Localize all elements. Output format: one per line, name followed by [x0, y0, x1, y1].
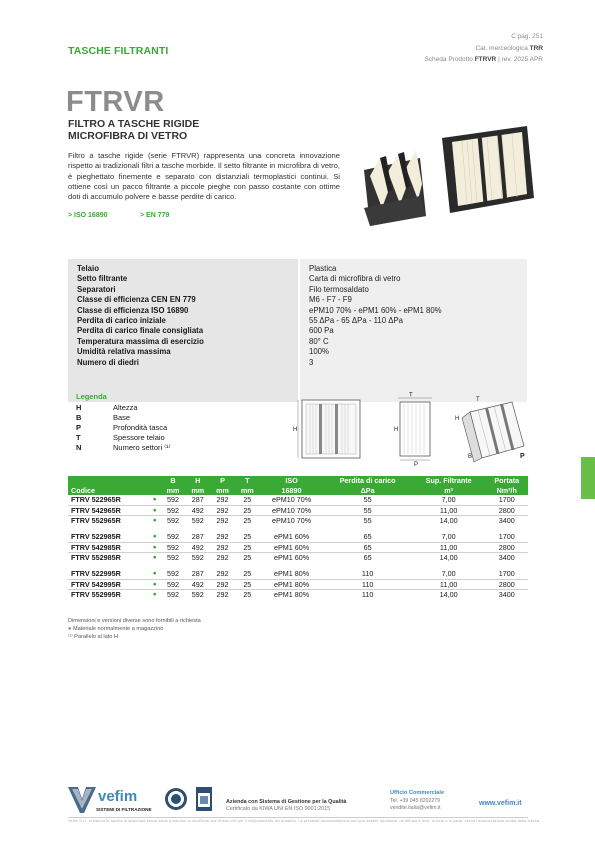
table-cell: 55: [323, 515, 411, 525]
stock-mark: ●: [149, 495, 161, 505]
table-cell: 2800: [486, 505, 529, 515]
diagram-label-h: H: [293, 427, 298, 433]
website-link[interactable]: www.vefim.it: [479, 800, 522, 807]
sheet-ref: Scheda Prodotto FTRVR | rev. 2025 APR: [424, 56, 543, 63]
spec-value: 80° C: [309, 336, 329, 346]
diagram-label-l: H: [394, 427, 399, 433]
spec-value: 100%: [309, 347, 329, 357]
table-header-cell: P: [210, 476, 235, 486]
sales-office-title: Ufficio Commerciale: [390, 790, 445, 796]
table-cell: 7,00: [412, 495, 486, 505]
diagram-label-p: P: [414, 462, 419, 468]
table-cell: 3400: [486, 552, 529, 562]
iso-16890-link[interactable]: > ISO 16890: [68, 212, 108, 219]
table-cell: 25: [235, 515, 260, 525]
note-custom-sizes: Dimensioni e versioni diverse sono fornibili a richiesta: [68, 618, 201, 624]
table-cell: 2800: [486, 579, 529, 589]
legend-key: B: [76, 413, 82, 422]
quality-certificate: Certificato da KIWA UNI EN ISO 9001:2015: [226, 806, 331, 812]
table-row: [68, 505, 528, 515]
table-header-cell: m²: [412, 486, 486, 496]
table-header-cell: Perdita di carico: [323, 476, 411, 486]
group-spacer: [68, 562, 528, 569]
table-cell: ePM1 60%: [260, 552, 324, 562]
table-cell: 592: [161, 569, 186, 579]
spec-label: Perdita di carico iniziale: [77, 316, 166, 325]
document-meta: [424, 31, 543, 66]
table-cell: 592: [161, 505, 186, 515]
stock-mark: ●: [149, 579, 161, 589]
spec-label: Setto filtrante: [77, 274, 128, 284]
table-cell: ePM1 80%: [260, 579, 324, 589]
table-row: [68, 552, 528, 562]
product-code-cell: FTRV 522965R: [68, 495, 149, 505]
section-tab: [581, 457, 595, 499]
spec-label: Perdita di carico finale consigliata: [77, 326, 204, 336]
legend-key: N: [76, 443, 82, 452]
page-ref: C pag. 251: [511, 33, 543, 40]
product-subtitle-1: FILTRO A TASCHE RIGIDE: [68, 118, 200, 130]
spec-row: [68, 347, 527, 357]
table-cell: 592: [161, 495, 186, 505]
legal-notice: Vefim S.r.l. si riserva la facoltà di apportare senza alcun preavviso le modifiche che ritiene utili per il miglioramento del prodotto. La presente documentazione non può essere riprodotta, né diffusa a terzi, in tutto o in parte, senza l'autorizzazione scritta della stessa.: [68, 819, 541, 823]
product-code-cell: FTRV 522995R: [68, 569, 149, 579]
spec-label: Classe di efficienza ISO 16890: [77, 305, 189, 315]
table-cell: 287: [185, 495, 210, 505]
table-header-row-2: [68, 486, 528, 496]
table-header-cell: mm: [161, 486, 186, 496]
spec-value: 55 ΔPa - 65 ΔPa - 110 ΔPa: [309, 316, 403, 325]
table-cell: 1700: [486, 569, 529, 579]
spec-value: Filo termosaldato: [309, 284, 369, 294]
table-cell: 592: [161, 532, 186, 542]
table-cell: 25: [235, 505, 260, 515]
stock-mark: ●: [149, 569, 161, 579]
legend-item: [76, 423, 236, 433]
spec-row: [68, 295, 527, 305]
stock-mark: ●: [149, 505, 161, 515]
product-code-cell: FTRV 522985R: [68, 532, 149, 542]
table-cell: 492: [185, 505, 210, 515]
spec-row: [68, 358, 527, 368]
table-cell: 292: [210, 589, 235, 599]
isometric-diagram: [455, 397, 525, 462]
table-cell: 14,00: [412, 515, 486, 525]
spec-row: [68, 285, 527, 295]
product-code-cell: FTRV 552965R: [68, 515, 149, 525]
table-cell: ePM1 80%: [260, 569, 324, 579]
table-cell: 592: [161, 542, 186, 552]
spec-row: [68, 337, 527, 347]
legend-value: Profondità tasca: [113, 423, 168, 432]
table-cell: 2800: [486, 542, 529, 552]
stock-mark: ●: [149, 542, 161, 552]
legend-key: H: [76, 403, 82, 412]
legend-key: P: [76, 423, 82, 432]
product-code-cell: FTRV 542995R: [68, 579, 149, 589]
table-cell: 14,00: [412, 589, 486, 599]
footer-divider: [68, 817, 528, 818]
table-cell: 1700: [486, 532, 529, 542]
front-view-diagram: [293, 400, 360, 458]
table-cell: 492: [185, 579, 210, 589]
iso-label-h: H: [455, 416, 460, 422]
table-notes: [68, 618, 201, 641]
table-cell: 592: [185, 589, 210, 599]
table-cell: ePM1 60%: [260, 532, 324, 542]
table-cell: 1700: [486, 495, 529, 505]
footer-logos: [68, 785, 228, 815]
table-cell: 292: [210, 542, 235, 552]
table-cell: 592: [161, 515, 186, 525]
table-cell: 11,00: [412, 542, 486, 552]
table-cell: ePM10 70%: [260, 515, 324, 525]
table-cell: 592: [161, 589, 186, 599]
stock-mark: ●: [149, 515, 161, 525]
legend-value: Altezza: [113, 403, 138, 412]
table-header-cell: mm: [185, 486, 210, 496]
product-photo: [362, 118, 537, 228]
table-cell: 3400: [486, 589, 529, 599]
table-header-cell: B: [161, 476, 186, 486]
brand-subtitle: SISTEMI DI FILTRAZIONE: [96, 807, 152, 812]
table-cell: 292: [210, 569, 235, 579]
table-cell: 592: [185, 515, 210, 525]
table-cell: 292: [210, 515, 235, 525]
spec-panel: [68, 259, 527, 402]
table-cell: 65: [323, 542, 411, 552]
spec-row: [68, 274, 527, 284]
en-779-link[interactable]: > EN 779: [140, 212, 170, 219]
sales-office-email[interactable]: vendite.italia@vefim.it: [390, 805, 441, 811]
table-cell: 65: [323, 532, 411, 542]
table-cell: 25: [235, 579, 260, 589]
table-cell: 292: [210, 495, 235, 505]
spec-label: Separatori: [77, 284, 116, 294]
spec-label: Temperatura massima di esercizio: [77, 336, 204, 346]
table-cell: ePM10 70%: [260, 505, 324, 515]
table-cell: 287: [185, 532, 210, 542]
table-cell: 65: [323, 552, 411, 562]
table-header-cell: 16890: [260, 486, 324, 496]
category-title: TASCHE FILTRANTI: [68, 45, 169, 57]
stock-mark: ●: [68, 625, 72, 632]
table-row: [68, 579, 528, 589]
dimension-diagrams: [290, 392, 530, 468]
table-cell: 11,00: [412, 579, 486, 589]
table-header-cell: ΔPa: [323, 486, 411, 496]
stock-mark: ●: [149, 552, 161, 562]
category-code: Cat. merceologica TRR: [475, 44, 543, 52]
table-cell: 292: [210, 532, 235, 542]
table-row: [68, 532, 528, 542]
table-cell: 55: [323, 495, 411, 505]
spec-label: Numero di diedri: [77, 357, 139, 367]
product-code-cell: FTRV 552995R: [68, 589, 149, 599]
spec-value: Plastica: [309, 264, 337, 273]
product-table: [68, 476, 528, 599]
table-header-cell: [149, 486, 161, 496]
stock-mark: ●: [149, 532, 161, 542]
legend-key: T: [76, 433, 81, 442]
spec-row: [68, 316, 527, 326]
spec-row: [68, 326, 527, 336]
table-row: [68, 542, 528, 552]
legend-title: Legenda: [76, 392, 107, 401]
spec-label: Umidità relativa massima: [77, 347, 171, 357]
table-cell: 25: [235, 552, 260, 562]
iso-label-t: T: [476, 397, 480, 403]
spec-value: Carta di microfibra di vetro: [309, 274, 401, 284]
quality-statement: Azienda con Sistema di Gestione per la Qualità: [226, 799, 347, 805]
table-row: [68, 495, 528, 505]
table-header-row-1: [68, 476, 528, 486]
spec-value: 600 Pa: [309, 326, 334, 336]
table-cell: 110: [323, 579, 411, 589]
table-cell: 11,00: [412, 505, 486, 515]
product-description: Filtro a tasche rigide (serie FTRVR) rappresenta una concreta innovazione rispetto ai tradizionali filtri a tasche morbide. Il setto filtrante in microfibra di vetro, è pieghettato finemente e separato con distanziali termoplastici continui. Si ottiene così un pacco filtrante a piccole pieghe con passo costante con ottime doti di accumulo polvere e basse perdite di carico.: [68, 151, 340, 202]
table-header-cell: Portata: [486, 476, 529, 486]
legend-value: Spessore telaio: [113, 433, 165, 442]
table-header-cell: Codice: [68, 486, 149, 496]
table-cell: 287: [185, 569, 210, 579]
table-cell: 3400: [486, 515, 529, 525]
table-cell: 110: [323, 569, 411, 579]
group-spacer: [68, 525, 528, 532]
quality-badge-icon: [196, 787, 212, 811]
sales-office-phone[interactable]: Tel. +39 045 8202279: [390, 798, 441, 804]
table-header-cell: T: [235, 476, 260, 486]
note-stock: ● Materiale normalmente a magazzino: [68, 625, 164, 632]
table-cell: 7,00: [412, 532, 486, 542]
table-header-cell: [68, 476, 149, 486]
table-row: [68, 589, 528, 599]
spec-row: [68, 264, 527, 274]
table-header-cell: Sup. Filtrante: [412, 476, 486, 486]
side-view-diagram: [394, 393, 432, 469]
table-cell: 55: [323, 505, 411, 515]
product-code: FTRVR: [66, 86, 165, 118]
spec-value: ePM10 70% - ePM1 60% - ePM1 80%: [309, 305, 442, 315]
spec-value: M6 - F7 - F9: [309, 295, 352, 305]
table-cell: 292: [210, 505, 235, 515]
product-code-cell: FTRV 552985R: [68, 552, 149, 562]
product-code-cell: FTRV 542985R: [68, 542, 149, 552]
table-cell: 7,00: [412, 569, 486, 579]
table-cell: 592: [161, 579, 186, 589]
spec-label: Classe di efficienza CEN EN 779: [77, 295, 196, 305]
note-sectors: ⁽¹⁾ Parallelo al lato H: [68, 633, 119, 640]
diagram-label-t: T: [409, 392, 413, 399]
table-row: [68, 515, 528, 525]
table-cell: 25: [235, 589, 260, 599]
certification-seal-icon: [165, 788, 187, 810]
table-header-cell: [149, 476, 161, 486]
spec-row: [68, 306, 527, 316]
table-header-cell: H: [185, 476, 210, 486]
table-cell: ePM1 80%: [260, 589, 324, 599]
product-subtitle-2: MICROFIBRA DI VETRO: [68, 130, 188, 142]
legend-item: [76, 443, 236, 453]
legend-value: Base: [113, 413, 131, 422]
table-cell: ePM10 70%: [260, 495, 324, 505]
iso-label-b: B: [468, 454, 473, 460]
table-header-cell: ISO: [260, 476, 324, 486]
table-cell: ePM1 60%: [260, 542, 324, 552]
product-code-cell: FTRV 542965R: [68, 505, 149, 515]
table-cell: 25: [235, 532, 260, 542]
legend-item: [76, 403, 236, 413]
table-cell: 25: [235, 495, 260, 505]
table-header-cell: mm: [235, 486, 260, 496]
spec-value: 3: [309, 357, 314, 367]
table-row: [68, 569, 528, 579]
legend-value: Numero settori ⁽¹⁾: [113, 443, 171, 452]
vefim-logo: [68, 787, 152, 813]
table-cell: 14,00: [412, 552, 486, 562]
legend-item: [76, 433, 236, 443]
iso-label-p: P: [520, 453, 525, 460]
legend-item: [76, 413, 236, 423]
table-cell: 592: [161, 552, 186, 562]
table-header-cell: mm: [210, 486, 235, 496]
table-cell: 292: [210, 552, 235, 562]
table-cell: 592: [185, 552, 210, 562]
brand-name: vefim: [98, 788, 138, 805]
table-cell: 292: [210, 579, 235, 589]
stock-mark: ●: [149, 589, 161, 599]
table-cell: 25: [235, 542, 260, 552]
table-cell: 492: [185, 542, 210, 552]
table-cell: 110: [323, 589, 411, 599]
spec-label: Telaio: [77, 264, 99, 273]
table-header-cell: Nm³/h: [486, 486, 529, 496]
table-cell: 25: [235, 569, 260, 579]
